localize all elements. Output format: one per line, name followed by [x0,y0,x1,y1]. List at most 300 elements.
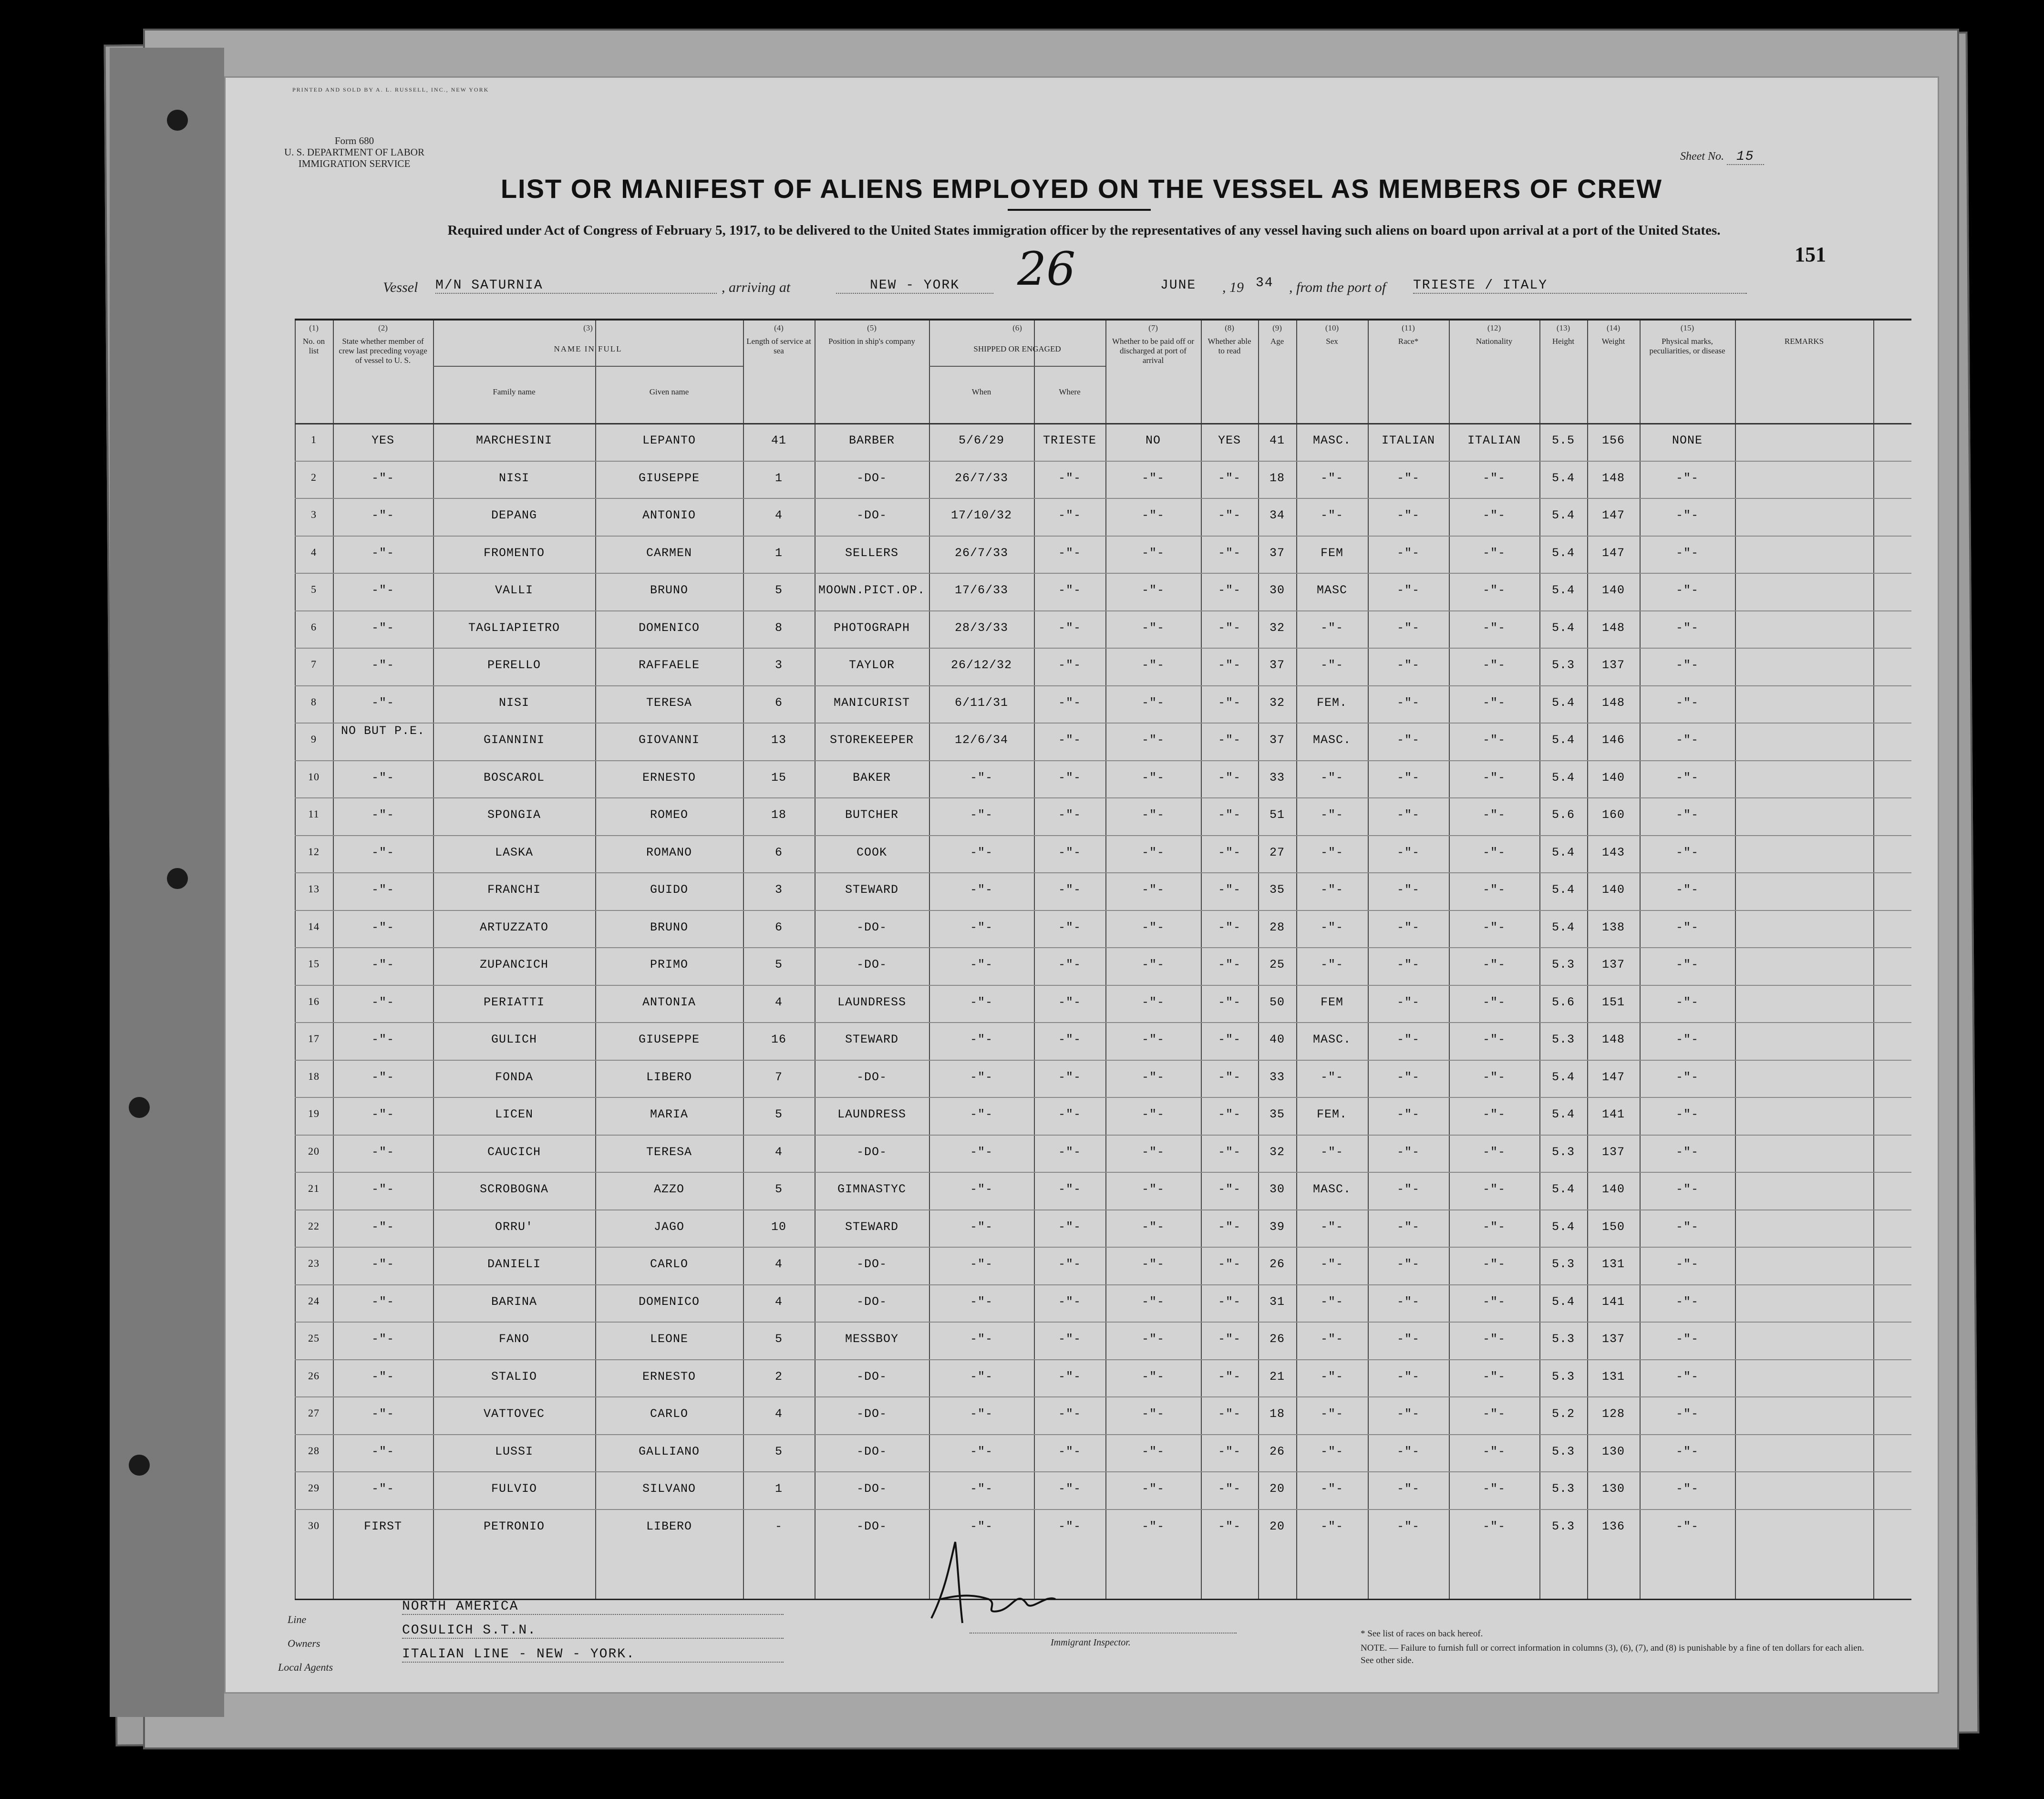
cell-family: FRANCHI [487,883,541,897]
cell-given: ANTONIO [642,508,696,522]
cell-age: 30 [1269,583,1285,597]
cell-sex: -"- [1320,508,1343,522]
cell-marks: -"- [1675,1332,1699,1346]
cell-race: -"- [1396,1482,1420,1496]
table-row [295,423,1911,461]
cell-read: -"- [1218,695,1241,710]
cell-height: 5.3 [1551,1519,1575,1533]
cell-no: 17 [308,1033,320,1044]
cell-nat: -"- [1482,1220,1506,1234]
cell-read: -"- [1218,1107,1241,1121]
cell-prev: -"- [371,620,394,635]
cell-when: -"- [970,1070,993,1084]
cell-position: LAUNDRESS [837,995,907,1009]
cell-marks: -"- [1675,1294,1699,1309]
cell-given: PRIMO [650,958,688,972]
table-row [295,797,1911,835]
cell-nat: -"- [1482,995,1506,1009]
cell-race: -"- [1396,1107,1420,1121]
cell-sex: -"- [1320,1519,1343,1533]
agents-value: ITALIAN LINE - NEW - YORK. [402,1647,784,1663]
cell-race: -"- [1396,546,1420,560]
cell-when: -"- [970,845,993,859]
cell-prev: NO BUT P.E. [341,724,425,738]
cell-no: 23 [308,1257,320,1269]
cell-position: BARBER [848,434,895,447]
cell-sex: -"- [1320,471,1343,485]
cell-age: 31 [1269,1294,1285,1309]
cell-prev: -"- [371,1145,394,1159]
cell-where: -"- [1058,546,1081,560]
cell-height: 5.4 [1551,1182,1575,1196]
cell-paid: -"- [1141,920,1165,934]
cell-read: -"- [1218,508,1241,522]
cell-weight: 130 [1601,1444,1625,1458]
cell-paid: -"- [1141,1220,1165,1234]
cell-read: -"- [1218,808,1241,822]
sheet-label: Sheet No. [1680,150,1724,163]
cell-marks: -"- [1675,546,1699,560]
cell-given: LEONE [650,1332,688,1346]
cell-where: -"- [1058,958,1081,972]
department-name: U. S. DEPARTMENT OF LABOR [284,146,424,158]
table-row [295,1022,1911,1060]
cell-nat: -"- [1482,1070,1506,1084]
cell-no: 5 [311,583,317,595]
column-number-c4: (4) [774,323,784,332]
cell-weight: 131 [1601,1369,1625,1384]
cell-sex: -"- [1320,658,1343,672]
cell-where: -"- [1058,1369,1081,1384]
cell-prev: -"- [371,583,394,597]
cell-no: 11 [308,808,320,820]
cell-height: 5.4 [1551,1294,1575,1309]
cell-prev: -"- [371,1369,394,1384]
cell-where: -"- [1058,845,1081,859]
cell-service: 7 [774,1070,783,1084]
column-header-given: Given name [649,387,689,396]
cell-given: GIUSEPPE [638,471,700,485]
cell-weight: 136 [1601,1519,1625,1533]
cell-race: -"- [1396,1145,1420,1159]
cell-prev: -"- [371,471,394,485]
table-row [295,1284,1911,1322]
cell-height: 5.6 [1551,995,1575,1009]
column-number-c6: (6) [1012,323,1022,332]
cell-age: 40 [1269,1033,1285,1046]
cell-paid: -"- [1141,658,1165,672]
cell-height: 5.4 [1551,620,1575,635]
cell-no: 7 [311,658,317,670]
cell-position: -DO- [856,1257,887,1271]
cell-height: 5.4 [1551,845,1575,859]
column-number-c9: (9) [1272,323,1282,332]
cell-race: -"- [1396,808,1420,822]
cell-no: 21 [308,1182,320,1194]
table-row [295,1322,1911,1359]
table-row [295,1210,1911,1247]
cell-service: 5 [774,1444,783,1458]
inspector-line [970,1633,1237,1634]
cell-when: 26/7/33 [954,546,1009,560]
cell-service: 4 [774,1257,783,1271]
cell-service: 6 [774,845,783,859]
column-header-c1: No. on list [302,337,325,355]
arrival-day: 26 [1017,242,1076,296]
cell-family: BARINA [491,1294,537,1309]
cell-paid: -"- [1141,1257,1165,1271]
cell-given: CARMEN [646,546,692,560]
cell-position: STEWARD [845,1033,899,1046]
cell-family: GULICH [491,1033,537,1046]
cell-age: 26 [1269,1257,1285,1271]
cell-sex: -"- [1320,920,1343,934]
cell-given: ROMEO [650,808,688,822]
cell-no: 20 [308,1145,320,1157]
cell-race: -"- [1396,770,1420,785]
cell-sex: -"- [1320,1444,1343,1458]
cell-where: -"- [1058,883,1081,897]
cell-weight: 140 [1601,1182,1625,1196]
cell-nat: -"- [1482,1444,1506,1458]
cell-paid: -"- [1141,1407,1165,1421]
sheet-number [1680,149,1764,164]
cell-nat: -"- [1482,845,1506,859]
vessel-label: Vessel [383,279,418,295]
cell-nat: ITALIAN [1467,434,1521,447]
cell-family: PERELLO [487,658,541,672]
cell-nat: -"- [1482,1369,1506,1384]
column-number-c2: (2) [378,323,388,332]
cell-where: -"- [1058,808,1081,822]
cell-where: -"- [1058,733,1081,747]
cell-prev: -"- [371,1220,394,1234]
column-header-c10: Sex [1326,337,1338,346]
printer-line: PRINTED AND SOLD BY A. L. RUSSELL, INC., NEW YORK [292,86,489,93]
cell-race: ITALIAN [1381,434,1435,447]
cell-prev: -"- [371,958,394,972]
cell-where: -"- [1058,1220,1081,1234]
cell-when: -"- [970,1182,993,1196]
column-header-c16: REMARKS [1784,337,1824,346]
cell-when: -"- [970,958,993,972]
cell-position: STOREKEEPER [829,733,914,747]
cell-service: 1 [774,546,783,560]
table-row [295,1060,1911,1097]
cell-given: CARLO [650,1257,688,1271]
cell-nat: -"- [1482,733,1506,747]
column-header-c11: Race* [1398,337,1419,346]
cell-sex: -"- [1320,1257,1343,1271]
binding-hole [167,110,188,131]
column-header-c14: Weight [1601,337,1625,346]
cell-prev: -"- [371,1294,394,1309]
cell-given: ERNESTO [642,1369,696,1384]
cell-age: 32 [1269,695,1285,710]
cell-age: 18 [1269,1407,1285,1421]
cell-race: -"- [1396,1257,1420,1271]
line-value: NORTH AMERICA [402,1599,784,1615]
cell-paid: -"- [1141,583,1165,597]
cell-marks: -"- [1675,508,1699,522]
cell-sex: -"- [1320,958,1343,972]
cell-prev: -"- [371,508,394,522]
cell-no: 24 [308,1294,320,1307]
cell-paid: -"- [1141,845,1165,859]
cell-height: 5.4 [1551,770,1575,785]
cell-nat: -"- [1482,1519,1506,1533]
cell-marks: -"- [1675,1220,1699,1234]
cell-nat: -"- [1482,695,1506,710]
cell-read: -"- [1218,770,1241,785]
cell-service: 3 [774,883,783,897]
cell-marks: -"- [1675,658,1699,672]
cell-position: -DO- [856,1070,887,1084]
cell-when: -"- [970,1107,993,1121]
cell-when: 26/7/33 [954,471,1009,485]
cell-sex: -"- [1320,1145,1343,1159]
cell-paid: -"- [1141,1182,1165,1196]
cell-service: 5 [774,1107,783,1121]
cell-height: 5.3 [1551,1444,1575,1458]
cell-age: 33 [1269,1070,1285,1084]
from-port-label: , from the port of [1289,279,1386,295]
cell-age: 26 [1269,1444,1285,1458]
cell-given: GALLIANO [638,1444,700,1458]
cell-read: -"- [1218,546,1241,560]
cell-service: 6 [774,695,783,710]
cell-height: 5.4 [1551,1107,1575,1121]
cell-weight: 156 [1601,434,1625,447]
cell-age: 18 [1269,471,1285,485]
cell-nat: -"- [1482,1482,1506,1496]
cell-height: 5.4 [1551,583,1575,597]
cell-family: ARTUZZATO [479,920,549,934]
cell-paid: -"- [1141,695,1165,710]
cell-paid: -"- [1141,1482,1165,1496]
cell-service: 4 [774,1407,783,1421]
cell-nat: -"- [1482,1407,1506,1421]
cell-weight: 160 [1601,808,1625,822]
cell-weight: 148 [1601,471,1625,485]
cell-where: -"- [1058,1407,1081,1421]
cell-paid: -"- [1141,995,1165,1009]
cell-nat: -"- [1482,958,1506,972]
cell-service: 10 [771,1220,786,1234]
cell-no: 16 [308,995,320,1007]
cell-weight: 143 [1601,845,1625,859]
cell-read: -"- [1218,845,1241,859]
cell-given: CARLO [650,1407,688,1421]
requirement-text: Required under Act of Congress of February 5, 1917, to be delivered to the United States immigration officer by the representatives of any vessel having such aliens on board upon arrival at a port of the United States. [447,223,1721,238]
cell-paid: -"- [1141,770,1165,785]
column-header-c6: SHIPPED OR ENGAGED [973,344,1061,353]
cell-when: 26/12/32 [950,658,1012,672]
table-row [295,1434,1911,1472]
cell-read: -"- [1218,1294,1241,1309]
cell-read: -"- [1218,1220,1241,1234]
cell-nat: -"- [1482,920,1506,934]
cell-position: -DO- [856,920,887,934]
cell-height: 5.2 [1551,1407,1575,1421]
cell-weight: 137 [1601,1145,1625,1159]
cell-age: 20 [1269,1482,1285,1496]
cell-given: DOMENICO [638,620,700,635]
cell-service: 18 [771,808,786,822]
cell-paid: -"- [1141,1519,1165,1533]
cell-where: -"- [1058,1444,1081,1458]
cell-read: -"- [1218,1519,1241,1533]
cell-family: GIANNINI [483,733,545,747]
cell-read: -"- [1218,883,1241,897]
cell-sex: MASC. [1312,1033,1351,1046]
cell-family: TAGLIAPIETRO [468,620,560,635]
cell-sex: -"- [1320,1407,1343,1421]
cell-family: LUSSI [495,1444,533,1458]
cell-marks: -"- [1675,733,1699,747]
column-number-c12: (12) [1487,323,1501,332]
cell-sex: MASC [1316,583,1347,597]
cell-family: VATTOVEC [483,1407,545,1421]
cell-family: NISI [498,471,529,485]
cell-where: -"- [1058,508,1081,522]
cell-weight: 137 [1601,958,1625,972]
cell-paid: NO [1145,434,1161,447]
cell-nat: -"- [1482,583,1506,597]
cell-when: -"- [970,808,993,822]
cell-race: -"- [1396,733,1420,747]
cell-race: -"- [1396,471,1420,485]
cell-paid: -"- [1141,808,1165,822]
arrival-year: 34 [1256,276,1274,290]
cell-height: 5.4 [1551,920,1575,934]
cell-when: 17/6/33 [954,583,1009,597]
cell-service: 5 [774,958,783,972]
arrival-port: NEW - YORK [836,278,993,294]
cell-service: 41 [771,434,786,447]
cell-given: ANTONIA [642,995,696,1009]
footnote-penalty: NOTE. — Failure to furnish full or correct information in columns (3), (6), (7), and (8) is punishable by a fine of ten dollars for each alien. See other side. [1361,1643,1864,1665]
cell-family: BOSCAROL [483,770,545,785]
column-number-c3: (3) [583,323,593,332]
table-row [295,1396,1911,1434]
cell-when: -"- [970,883,993,897]
cell-family: DANIELI [487,1257,541,1271]
table-row [295,536,1911,573]
cell-position: -DO- [856,1294,887,1309]
cell-height: 5.4 [1551,695,1575,710]
table-row [295,985,1911,1023]
cell-paid: -"- [1141,471,1165,485]
cell-position: -DO- [856,1482,887,1496]
cell-position: STEWARD [845,883,899,897]
cell-service: 15 [771,770,786,785]
cell-weight: 147 [1601,508,1625,522]
cell-marks: -"- [1675,1070,1699,1084]
cell-service: 1 [774,471,783,485]
cell-age: 20 [1269,1519,1285,1533]
cell-sex: FEM [1320,546,1343,560]
cell-age: 50 [1269,995,1285,1009]
cell-weight: 141 [1601,1107,1625,1121]
cell-height: 5.4 [1551,546,1575,560]
cell-no: 18 [308,1070,320,1082]
cell-where: -"- [1058,658,1081,672]
cell-nat: -"- [1482,546,1506,560]
cell-where: -"- [1058,1070,1081,1084]
cell-service: 5 [774,1182,783,1196]
cell-height: 5.3 [1551,958,1575,972]
cell-paid: -"- [1141,1107,1165,1121]
cell-service: 8 [774,620,783,635]
cell-sex: FEM. [1316,1107,1347,1121]
cell-nat: -"- [1482,508,1506,522]
column-header-c8: Whether able to read [1208,337,1251,355]
cell-nat: -"- [1482,471,1506,485]
cell-given: LIBERO [646,1519,692,1533]
cell-sex: -"- [1320,770,1343,785]
cell-no: 10 [308,770,320,783]
cell-nat: -"- [1482,1332,1506,1346]
cell-race: -"- [1396,695,1420,710]
cell-service: 5 [774,1332,783,1346]
cell-sex: -"- [1320,1482,1343,1496]
table-row [295,760,1911,798]
cell-family: SCROBOGNA [479,1182,549,1196]
cell-read: -"- [1218,1033,1241,1046]
cell-service: 16 [771,1033,786,1046]
cell-paid: -"- [1141,958,1165,972]
cell-race: -"- [1396,883,1420,897]
cell-read: -"- [1218,1182,1241,1196]
cell-sex: -"- [1320,1220,1343,1234]
cell-nat: -"- [1482,1033,1506,1046]
cell-weight: 148 [1601,695,1625,710]
cell-prev: -"- [371,920,394,934]
cell-family: FONDA [495,1070,533,1084]
column-number-c7: (7) [1148,323,1158,332]
subheader-rule [433,366,743,367]
cell-weight: 147 [1601,1070,1625,1084]
cell-weight: 131 [1601,1257,1625,1271]
cell-marks: -"- [1675,1107,1699,1121]
cell-prev: FIRST [363,1519,402,1533]
cell-when: -"- [970,1220,993,1234]
cell-paid: -"- [1141,1369,1165,1384]
cell-age: 28 [1269,920,1285,934]
cell-prev: -"- [371,658,394,672]
cell-position: -DO- [856,1444,887,1458]
cell-paid: -"- [1141,508,1165,522]
cell-no: 12 [308,845,320,858]
cell-paid: -"- [1141,620,1165,635]
cell-nat: -"- [1482,1107,1506,1121]
cell-age: 26 [1269,1332,1285,1346]
cell-position: TAYLOR [848,658,895,672]
cell-position: -DO- [856,508,887,522]
cell-position: BAKER [852,770,891,785]
cell-where: TRIESTE [1043,434,1097,447]
cell-paid: -"- [1141,1145,1165,1159]
agents-label: Local Agents [278,1661,333,1673]
cell-paid: -"- [1141,1033,1165,1046]
cell-read: -"- [1218,1070,1241,1084]
cell-no: 22 [308,1220,320,1232]
cell-height: 5.3 [1551,1145,1575,1159]
cell-no: 29 [308,1482,320,1494]
table-row [295,1359,1911,1397]
table-row [295,610,1911,648]
